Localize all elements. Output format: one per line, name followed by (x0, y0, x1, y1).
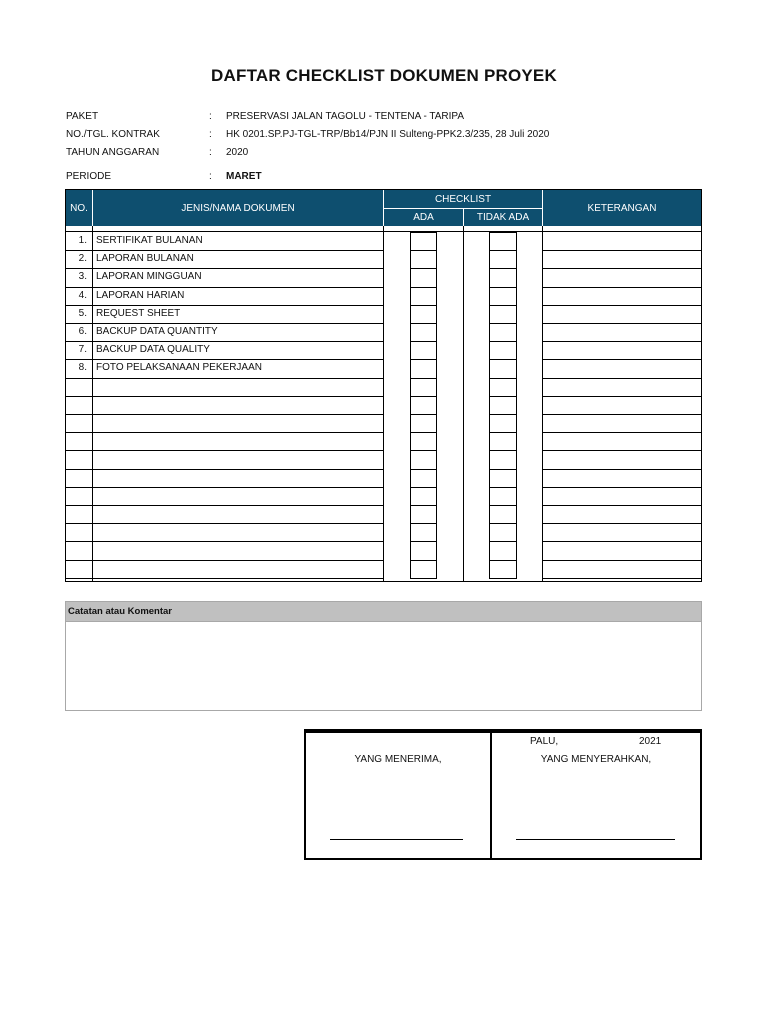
row-divider (66, 541, 384, 542)
row-number: 6. (78, 326, 87, 337)
checkbox-tidak-ada[interactable] (489, 541, 517, 560)
header-jenis: JENIS/NAMA DOKUMEN (93, 190, 383, 226)
row-divider (66, 287, 384, 288)
checkbox-tidak-ada[interactable] (489, 450, 517, 469)
signature-place: PALU, (530, 736, 559, 747)
row-document-name: FOTO PELAKSANAAN PEKERJAAN (96, 362, 262, 374)
checkbox-tidak-ada[interactable] (489, 305, 517, 324)
checkbox-tidak-ada[interactable] (489, 323, 517, 342)
row-number: 7. (78, 344, 87, 356)
checkbox-tidak-ada[interactable] (489, 359, 517, 378)
checkbox-ada[interactable] (410, 414, 437, 433)
row-divider (66, 487, 384, 488)
row-divider (66, 432, 384, 433)
checkbox-tidak-ada[interactable] (489, 232, 517, 251)
row-divider (543, 432, 701, 433)
checkbox-ada[interactable] (410, 232, 437, 251)
row-divider (543, 469, 701, 470)
row-number: 5. (78, 307, 87, 319)
row-document-name: BACKUP DATA QUANTITY (96, 326, 218, 337)
signature-year: 2021 (639, 736, 662, 747)
checkbox-tidak-ada[interactable] (489, 505, 517, 524)
row-divider (543, 450, 701, 451)
checkbox-tidak-ada[interactable] (489, 560, 517, 579)
row-number: 3. (78, 271, 87, 283)
row-document-name: LAPORAN MINGGUAN (96, 271, 202, 283)
checkbox-tidak-ada[interactable] (489, 487, 517, 506)
header-keterangan: KETERANGAN (543, 190, 701, 226)
row-divider (66, 305, 384, 306)
checkbox-tidak-ada[interactable] (489, 268, 517, 287)
row-divider (66, 378, 384, 379)
checkbox-ada[interactable] (410, 378, 437, 397)
row-divider (66, 359, 384, 360)
checkbox-tidak-ada[interactable] (489, 469, 517, 488)
row-divider (543, 578, 701, 579)
meta-colon: : (209, 171, 212, 182)
column-divider (463, 226, 464, 581)
checkbox-ada[interactable] (410, 505, 437, 524)
checkbox-ada[interactable] (410, 560, 437, 579)
header-ada: ADA (384, 209, 463, 226)
row-divider (543, 560, 701, 561)
signature-line-receiver (330, 839, 463, 840)
checkbox-tidak-ada[interactable] (489, 396, 517, 415)
checkbox-ada[interactable] (410, 450, 437, 469)
checkbox-tidak-ada[interactable] (489, 378, 517, 397)
meta-label-tahun: TAHUN ANGGARAN (66, 147, 160, 158)
checkbox-ada[interactable] (410, 250, 437, 269)
row-divider (543, 396, 701, 397)
checkbox-ada[interactable] (410, 268, 437, 287)
notes-box[interactable] (65, 601, 702, 711)
row-divider (543, 341, 701, 342)
header-checklist: CHECKLIST (384, 190, 542, 208)
checkbox-ada[interactable] (410, 341, 437, 360)
checkbox-tidak-ada[interactable] (489, 287, 517, 306)
signature-giver-label: YANG MENYERAHKAN, (540, 754, 652, 765)
row-divider (543, 523, 701, 524)
row-divider (543, 305, 701, 306)
meta-label-paket: PAKET (66, 111, 99, 122)
row-divider (543, 378, 701, 379)
row-divider (543, 414, 701, 415)
row-divider (543, 487, 701, 488)
checkbox-tidak-ada[interactable] (489, 414, 517, 433)
column-divider (92, 226, 93, 581)
row-divider (66, 250, 384, 251)
row-divider (66, 414, 384, 415)
column-divider (542, 226, 543, 581)
header-no: NO. (66, 190, 92, 226)
column-divider (383, 226, 384, 581)
row-document-name: LAPORAN BULANAN (96, 253, 194, 265)
row-divider (66, 268, 384, 269)
row-document-name: REQUEST SHEET (96, 307, 181, 319)
row-document-name: LAPORAN HARIAN (96, 289, 185, 301)
row-divider (66, 578, 384, 579)
meta-label-periode: PERIODE (66, 171, 112, 182)
row-number: 4. (78, 289, 87, 301)
row-number: 8. (78, 362, 87, 374)
meta-colon: : (209, 111, 212, 122)
row-divider (66, 505, 384, 506)
checkbox-tidak-ada[interactable] (489, 341, 517, 360)
meta-value-kontrak: HK 0201.SP.PJ-TGL-TRP/Bb14/PJN II Sulteng-PPK2.3/235, 28 Juli 2020 (226, 129, 550, 140)
checkbox-ada[interactable] (410, 487, 437, 506)
row-divider (66, 469, 384, 470)
checkbox-ada[interactable] (410, 523, 437, 542)
checkbox-ada[interactable] (410, 469, 437, 488)
page-title: DAFTAR CHECKLIST DOKUMEN PROYEK (211, 66, 557, 85)
meta-label-kontrak: NO./TGL. KONTRAK (66, 129, 160, 140)
row-divider (543, 505, 701, 506)
meta-value-tahun: 2020 (226, 147, 249, 158)
meta-value-paket: PRESERVASI JALAN TAGOLU - TENTENA - TARIPA (226, 111, 465, 122)
checkbox-ada[interactable] (410, 541, 437, 560)
checkbox-ada[interactable] (410, 432, 437, 451)
row-divider (543, 359, 701, 360)
signature-line-giver (516, 839, 675, 840)
row-divider (66, 450, 384, 451)
checkbox-tidak-ada[interactable] (489, 523, 517, 542)
checkbox-ada[interactable] (410, 287, 437, 306)
row-divider (66, 523, 384, 524)
notes-title: Catatan atau Komentar (66, 602, 701, 622)
row-divider (543, 250, 701, 251)
checkbox-tidak-ada[interactable] (489, 432, 517, 451)
row-divider (66, 231, 701, 232)
signature-divider (490, 733, 492, 858)
row-divider (66, 341, 384, 342)
checkbox-ada[interactable] (410, 396, 437, 415)
checkbox-ada[interactable] (410, 323, 437, 342)
header-tidak-ada: TIDAK ADA (464, 209, 542, 226)
row-document-name: BACKUP DATA QUALITY (96, 344, 210, 356)
row-divider (66, 323, 384, 324)
row-divider (543, 541, 701, 542)
row-number: 1. (78, 235, 87, 246)
row-divider (543, 268, 701, 269)
row-number: 2. (78, 253, 87, 265)
row-divider (543, 287, 701, 288)
checkbox-ada[interactable] (410, 359, 437, 378)
row-divider (66, 560, 384, 561)
meta-colon: : (209, 129, 212, 140)
row-divider (543, 323, 701, 324)
meta-colon: : (209, 147, 212, 158)
row-divider (66, 396, 384, 397)
checkbox-ada[interactable] (410, 305, 437, 324)
checkbox-tidak-ada[interactable] (489, 250, 517, 269)
meta-value-periode: MARET (226, 171, 262, 182)
signature-block (304, 729, 702, 860)
row-document-name: SERTIFIKAT BULANAN (96, 235, 203, 246)
checklist-table (65, 189, 702, 582)
signature-receiver-label: YANG MENERIMA, (354, 754, 442, 765)
